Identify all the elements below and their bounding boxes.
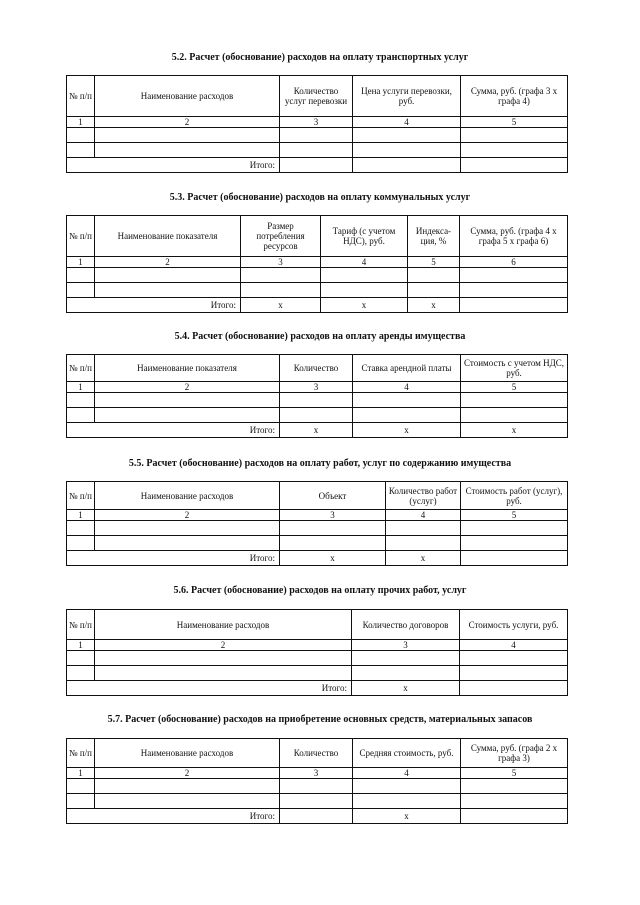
col-number-6: 6 (460, 257, 568, 268)
table-row (67, 268, 568, 283)
table-maintenance (66, 481, 568, 566)
header-consumption: Размер потребления ресурсов (241, 216, 321, 257)
table-row (67, 779, 568, 794)
table-fixed-assets (66, 738, 568, 824)
table-row (67, 794, 568, 809)
header-sum: Сумма, руб. (графа 3 x графа 4) (461, 76, 568, 117)
header-indicator-name: Наименование показателя (95, 355, 280, 382)
header-sum: Сумма, руб. (графа 2 x графа 3) (461, 739, 568, 768)
col-number-1: 1 (67, 257, 95, 268)
table-row (67, 393, 568, 408)
header-average-cost: Средняя стоимость, руб. (353, 739, 461, 768)
header-quantity: Количество услуг перевозки (280, 76, 353, 117)
col-number-5: 5 (461, 382, 568, 393)
col-number-4: 4 (460, 640, 568, 651)
total-label: Итого: (67, 809, 280, 824)
table-transport (66, 75, 568, 173)
header-tariff: Тариф (с учетом НДС), руб. (321, 216, 408, 257)
header-number: № п/п (67, 216, 95, 257)
total-x: x (241, 298, 321, 313)
header-number: № п/п (67, 610, 95, 640)
header-expense-name: Наименование расходов (95, 482, 280, 510)
header-work-cost: Стоимость работ (услуг), руб. (461, 482, 568, 510)
total-x: x (353, 423, 461, 438)
col-number-1: 1 (67, 117, 95, 128)
total-x: x (352, 681, 460, 696)
col-number-3: 3 (280, 117, 353, 128)
table-row (67, 666, 568, 681)
col-number-3: 3 (241, 257, 321, 268)
header-sum: Сумма, руб. (графа 4 x графа 5 x графа 6) (460, 216, 568, 257)
section-5-6-title: 5.6. Расчет (обоснование) расходов на оплату прочих работ, услуг (173, 585, 467, 596)
col-number-4: 4 (353, 768, 461, 779)
header-expense-name: Наименование расходов (95, 739, 280, 768)
section-5-7-title: 5.7. Расчет (обоснование) расходов на приобретение основных средств, материальных запасов (107, 714, 533, 725)
total-x: x (280, 423, 353, 438)
header-object: Объект (280, 482, 386, 510)
col-number-5: 5 (408, 257, 460, 268)
col-number-4: 4 (353, 382, 461, 393)
col-number-3: 3 (280, 382, 353, 393)
total-x: x (408, 298, 460, 313)
table-row (67, 128, 568, 143)
col-number-1: 1 (67, 510, 95, 521)
section-5-5-title: 5.5. Расчет (обоснование) расходов на оплату работ, услуг по содержанию имущества (128, 458, 512, 469)
col-number-3: 3 (280, 510, 386, 521)
header-expense-name: Наименование расходов (95, 610, 352, 640)
col-number-4: 4 (386, 510, 461, 521)
header-quantity: Количество (280, 355, 353, 382)
table-utilities (66, 215, 568, 313)
col-number-3: 3 (280, 768, 353, 779)
total-label: Итого: (67, 423, 280, 438)
table-rent (66, 354, 568, 438)
total-x: x (461, 423, 568, 438)
total-label: Итого: (67, 681, 352, 696)
total-label: Итого: (67, 298, 241, 313)
col-number-2: 2 (95, 382, 280, 393)
col-number-2: 2 (95, 640, 352, 651)
header-work-quantity: Количество работ (услуг) (386, 482, 461, 510)
header-price: Цена услуги перевозки, руб. (353, 76, 461, 117)
table-row (67, 651, 568, 666)
col-number-2: 2 (95, 117, 280, 128)
col-number-5: 5 (461, 768, 568, 779)
section-5-4-title: 5.4. Расчет (обоснование) расходов на оплату аренды имущества (174, 331, 466, 342)
total-x: x (353, 809, 461, 824)
header-indexation: Индекса-ция, % (408, 216, 460, 257)
col-number-5: 5 (461, 117, 568, 128)
header-rent-rate: Ставка арендной платы (353, 355, 461, 382)
col-number-3: 3 (352, 640, 460, 651)
header-quantity: Количество (280, 739, 353, 768)
header-service-cost: Стоимость услуги, руб. (460, 610, 568, 640)
table-row (67, 143, 568, 158)
col-number-2: 2 (95, 768, 280, 779)
table-row (67, 521, 568, 536)
section-5-2-title: 5.2. Расчет (обоснование) расходов на оплату транспортных услуг (171, 52, 469, 63)
header-number: № п/п (67, 739, 95, 768)
total-label: Итого: (67, 551, 280, 566)
total-label: Итого: (67, 158, 280, 173)
table-row (67, 408, 568, 423)
col-number-4: 4 (321, 257, 408, 268)
header-cost: Стоимость с учетом НДС, руб. (461, 355, 568, 382)
col-number-5: 5 (461, 510, 568, 521)
total-x: x (280, 551, 386, 566)
header-indicator-name: Наименование показателя (95, 216, 241, 257)
col-number-1: 1 (67, 640, 95, 651)
header-number: № п/п (67, 355, 95, 382)
header-number: № п/п (67, 482, 95, 510)
header-number: № п/п (67, 76, 95, 117)
col-number-1: 1 (67, 768, 95, 779)
total-x: x (321, 298, 408, 313)
section-5-3-title: 5.3. Расчет (обоснование) расходов на оплату коммунальных услуг (169, 192, 471, 203)
table-other-services (66, 609, 568, 696)
col-number-4: 4 (353, 117, 461, 128)
col-number-1: 1 (67, 382, 95, 393)
header-expense-name: Наименование расходов (95, 76, 280, 117)
table-row (67, 536, 568, 551)
header-contracts: Количество договоров (352, 610, 460, 640)
col-number-2: 2 (95, 257, 241, 268)
total-x: x (386, 551, 461, 566)
col-number-2: 2 (95, 510, 280, 521)
table-row (67, 283, 568, 298)
